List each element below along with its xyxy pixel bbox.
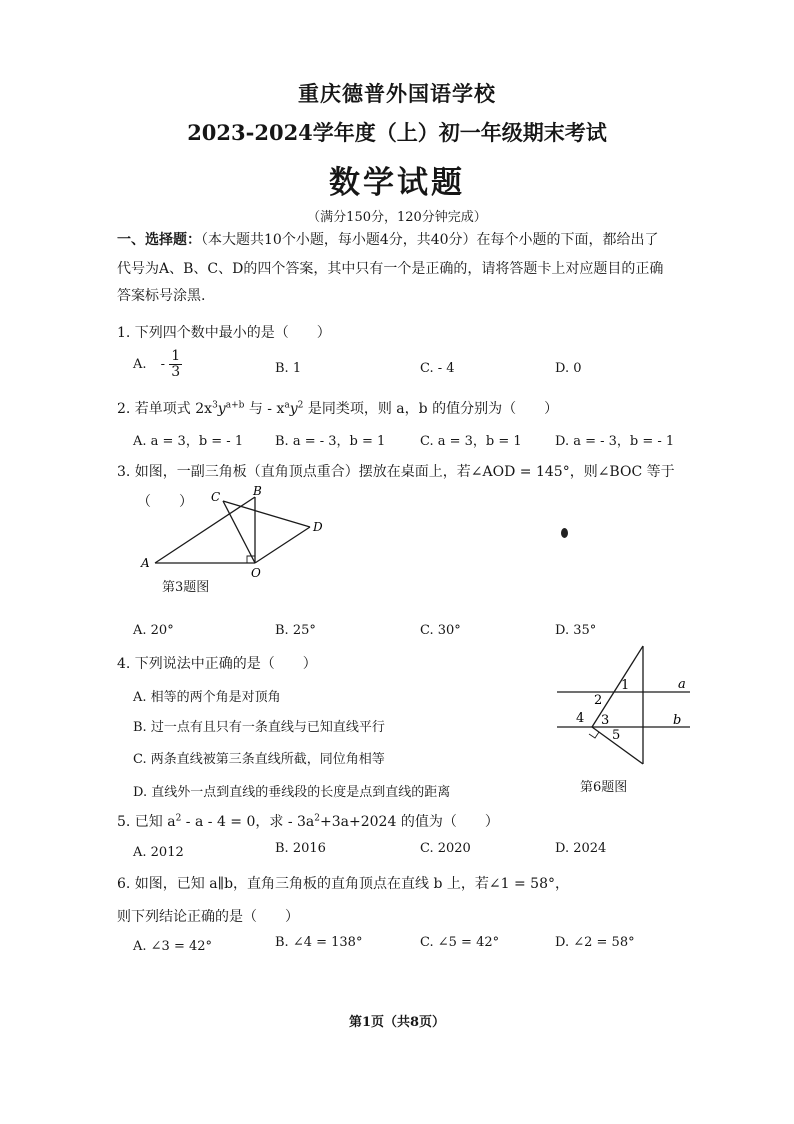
q3-paren: （ ） (137, 494, 193, 510)
score-note: （满分150分，120分钟完成） (307, 210, 487, 225)
q4-stem: 4. 下列说法中正确的是（ ） (117, 656, 317, 672)
page-footer: 第1页（共8页） (348, 1015, 446, 1030)
q6-figure-caption: 第6题图 (580, 780, 628, 795)
section-instructions (117, 227, 659, 253)
q2-y2: y (289, 401, 298, 417)
q4-option-a: A. 相等的两个角是对顶角 (133, 690, 281, 705)
q4-option-c: C. 两条直线被第三条直线所截，同位角相等 (133, 752, 385, 767)
q3-option-b: B. 25° (275, 623, 316, 638)
q3-line-co (223, 501, 255, 563)
q6-triangle-side-1 (592, 646, 643, 727)
q4-option-d: D. 直线外一点到直线的垂线段的长度是点到直线的距离 (133, 785, 451, 800)
q3-label-o: O (251, 566, 261, 580)
q5-stem-mid: - a - 4 = 0，求 - 3a (181, 814, 315, 830)
q2-option-a: A. a = 3，b = - 1 (133, 434, 244, 449)
q1-option-a (133, 349, 182, 380)
q6-angle-1: 1 (621, 678, 630, 693)
q6-stem-line-1: 6. 如图，已知 a∥b，直角三角板的直角顶点在直线 b 上，若∠1 = 58°， (117, 876, 569, 892)
q6-option-b: B. ∠4 = 138° (275, 935, 363, 950)
q5-stem-post: +3a+2024 的值为（ ） (320, 814, 499, 830)
q3-figure-caption: 第3题图 (162, 580, 210, 595)
q2-stem-pre: 2. 若单项式 2x (117, 401, 213, 417)
q3-stem: 3. 如图，一副三角板（直角顶点重合）摆放在桌面上，若∠AOD = 145°，则∠BOC 等于 (117, 464, 675, 480)
q3-line-cd (223, 501, 310, 527)
q5-stem (117, 811, 499, 831)
q5-sup-2: 2 (314, 813, 321, 824)
q2-stem-post: 是同类项，则 a，b 的值分别为（ ） (303, 401, 559, 417)
q1-option-d: D. 0 (555, 361, 582, 376)
q2-stem-mid: 与 - x (244, 401, 285, 417)
q1-option-b: B. 1 (275, 361, 302, 376)
q3-label-a: A (141, 556, 150, 570)
q1-a-fraction (169, 349, 182, 380)
q4-option-b: B. 过一点有且只有一条直线与已知直线平行 (133, 720, 385, 735)
q6-option-d: D. ∠2 = 58° (555, 935, 635, 950)
q5-option-b: B. 2016 (275, 841, 326, 856)
q1-stem: 1. 下列四个数中最小的是（ ） (117, 325, 331, 341)
exam-title: 2023-2024学年度（上）初一年级期末考试 (187, 120, 607, 145)
q2-option-b: B. a = - 3，b = 1 (275, 434, 386, 449)
q5-sup-1: 2 (175, 813, 182, 824)
subject-title: 数学试题 (329, 165, 465, 201)
q3-label-c: C (211, 490, 221, 504)
section-line-3: 答案标号涂黑. (117, 288, 206, 304)
q5-stem-pre: 5. 已知 a (117, 814, 176, 830)
q1-option-c: C. - 4 (420, 361, 455, 376)
q1-a-label: A. (133, 357, 147, 372)
q5-option-c: C. 2020 (420, 841, 471, 856)
q3-figure (135, 483, 335, 583)
q5-option-a: A. 2012 (133, 845, 184, 860)
q6-angle-5: 5 (612, 728, 621, 743)
q6-label-a: a (678, 677, 686, 692)
q2-option-c: C. a = 3，b = 1 (420, 434, 522, 449)
q5-option-d: D. 2024 (555, 841, 607, 856)
scan-dot (561, 528, 568, 538)
q6-right-angle-mark (589, 732, 599, 738)
q6-figure (555, 640, 695, 770)
q3-line-ab (155, 497, 255, 563)
q6-option-a: A. ∠3 = 42° (133, 939, 213, 954)
q6-angle-3: 3 (601, 713, 610, 728)
section-heading: 一、选择题： (117, 232, 201, 248)
q3-option-a: A. 20° (133, 623, 174, 638)
section-line-2: 代号为A、B、C、D的四个答案，其中只有一个是正确的，请将答题卡上对应题目的正确 (117, 261, 664, 277)
q2-sup-2: a+b (225, 400, 245, 411)
q2-sup-1: 3 (212, 400, 218, 411)
section-line-1: （本大题共10个小题，每小题4分，共40分）在每个小题的下面，都给出了 (201, 232, 659, 248)
q6-option-c: C. ∠5 = 42° (420, 935, 500, 950)
q1-a-denominator: 3 (171, 364, 181, 380)
q2-sup-3: a (284, 400, 290, 411)
q6-angle-2: 2 (594, 693, 603, 708)
school-name: 重庆德普外国语学校 (298, 81, 496, 106)
q6-angle-4: 4 (576, 711, 585, 726)
q2-option-d: D. a = - 3，b = - 1 (555, 434, 675, 449)
q1-a-numerator: 1 (171, 348, 181, 364)
q3-option-c: C. 30° (420, 623, 461, 638)
q3-line-od (255, 527, 310, 563)
q3-option-d: D. 35° (555, 623, 597, 638)
q3-label-d: D (313, 520, 323, 534)
q3-label-b: B (253, 484, 262, 498)
q2-sup-4: 2 (297, 400, 304, 411)
q2-y: y (217, 401, 226, 417)
q1-a-sign: - (160, 357, 166, 372)
q2-stem (117, 398, 558, 418)
q6-stem-line-2: 则下列结论正确的是（ ） (117, 909, 299, 925)
q6-label-b: b (673, 713, 682, 728)
